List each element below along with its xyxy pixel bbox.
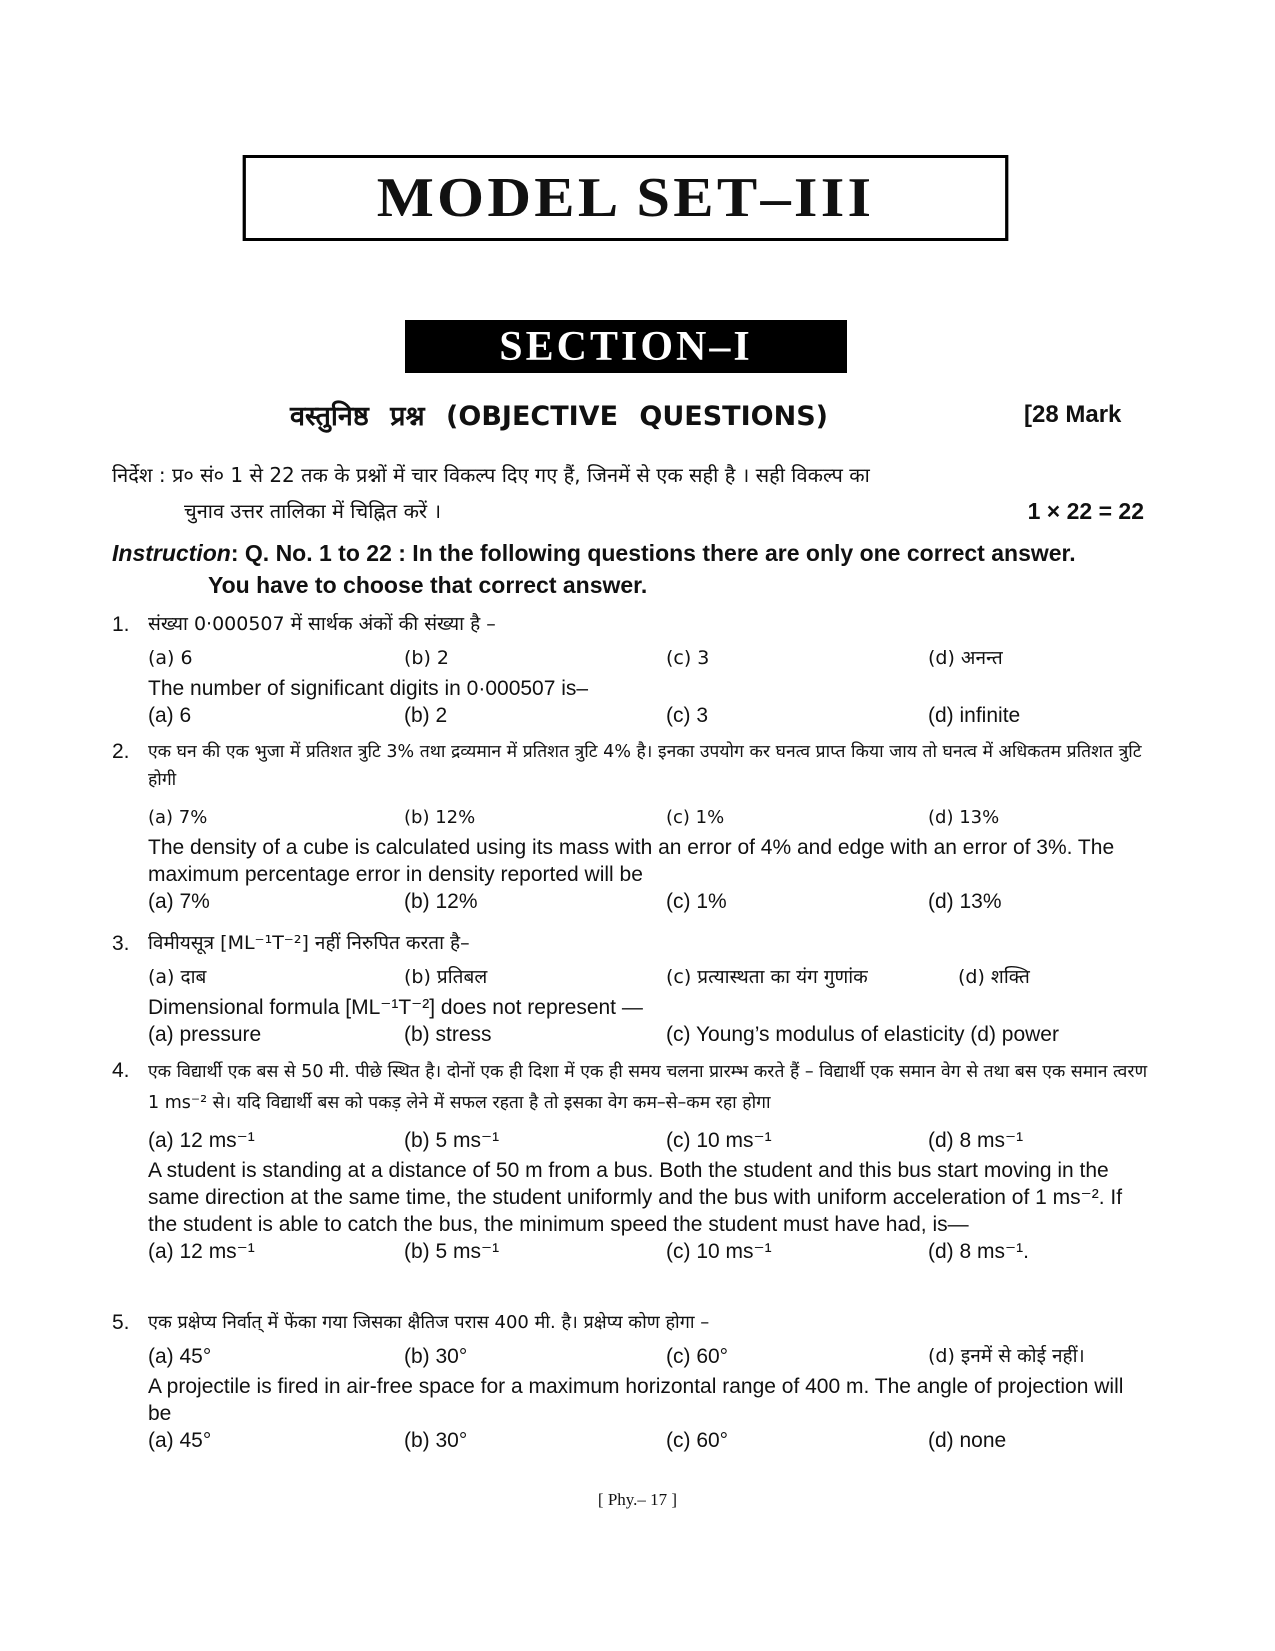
marks-formula: 1 × 22 = 22 bbox=[1027, 498, 1144, 524]
section-heading: SECTION–I bbox=[405, 320, 847, 373]
option-c: (c) 1% bbox=[666, 890, 727, 913]
option-d: (d) infinite bbox=[928, 704, 1021, 727]
option-a: (a) 12 ms⁻¹ bbox=[148, 1129, 255, 1152]
option-c: (c) 60° bbox=[666, 1345, 729, 1368]
question-hindi: एक घन की एक भुजा में प्रतिशत त्रुटि 3% तथा द्रव्यमान में प्रतिशत त्रुटि 4% है। इनका उपयोग कर घनत्व प्राप्त किया जाय तो घनत्व में अधिकतम प्रतिशत त्रुटि होगी bbox=[148, 742, 1142, 790]
question-2 bbox=[112, 738, 1152, 918]
instruction-text: : Q. No. 1 to 22 : In the following questions there are only one correct answer. bbox=[230, 540, 1076, 566]
option-a: (a) 12 ms⁻¹ bbox=[148, 1240, 255, 1263]
question-number: 2. bbox=[112, 740, 130, 763]
instruction bbox=[112, 537, 1157, 601]
option-b: (b) 30° bbox=[404, 1345, 468, 1368]
option-b: (b) stress bbox=[404, 1023, 492, 1046]
question-english: The density of a cube is calculated using its mass with an error of 4% and edge with an error of 3%. The maximum percentage error in density reported will be bbox=[148, 836, 1115, 886]
question-1 bbox=[112, 611, 1152, 732]
question-hindi: एक विद्यार्थी एक बस से 50 मी. पीछे स्थित है। दोनों एक ही दिशा में एक ही समय चलना प्रारम्भ करते हैं – विद्यार्थी एक समान वेग से तथा बस एक समान त्वरण 1 ms⁻² से। यदि विद्यार्थी बस को पकड़ लेने में सफल रहता है तो इसका वेग कम–से–कम रहा होगा bbox=[148, 1062, 1148, 1113]
objective-heading: वस्तुनिष्ठ प्रश्न (OBJECTIVE QUESTIONS) bbox=[290, 401, 828, 432]
instruction-line-2: You have to choose that correct answer. bbox=[208, 572, 648, 598]
option-d: (d) 8 ms⁻¹ bbox=[928, 1129, 1024, 1152]
option-c: (c) 10 ms⁻¹ bbox=[666, 1129, 772, 1152]
total-marks: [28 Mark bbox=[1024, 401, 1122, 428]
hindi-directions bbox=[112, 457, 1144, 529]
question-english: A student is standing at a distance of 50 m from a bus. Both the student and this bus start moving in the same direction at the same time, the student uniformly and the bus with uniform acceleration of 1 ms⁻². If the student is able to catch the bus, the minimum speed the student must have had, is— bbox=[148, 1159, 1123, 1236]
option-c: (c) 3 bbox=[666, 647, 710, 669]
question-5 bbox=[112, 1309, 1152, 1457]
question-english: The number of significant digits in 0·000507 is– bbox=[148, 677, 589, 700]
question-hindi: एक प्रक्षेप्य निर्वात् में फेंका गया जिसका क्षैतिज परास 400 मी. है। प्रक्षेप्य कोण होगा – bbox=[148, 1312, 710, 1333]
option-a: (a) 6 bbox=[148, 704, 192, 727]
option-d: (d) 13% bbox=[928, 890, 1002, 913]
question-number: 5. bbox=[112, 1311, 130, 1334]
option-b: (b) 12% bbox=[404, 890, 478, 913]
option-c: (c) 1% bbox=[666, 807, 725, 828]
option-c: (c) 60° bbox=[666, 1429, 729, 1452]
english-options bbox=[148, 1238, 1152, 1268]
option-b: (b) 5 ms⁻¹ bbox=[404, 1240, 500, 1263]
option-c: (c) प्रत्यास्थता का यंग गुणांक bbox=[666, 966, 868, 988]
directions-line-1: निर्देश : प्र० सं० 1 से 22 तक के प्रश्नों में चार विकल्प दिए गए हैं, जिनमें से एक सही है । सही विकल्प का bbox=[112, 463, 870, 487]
question-number: 4. bbox=[112, 1059, 130, 1082]
option-a: (a) 6 bbox=[148, 647, 193, 669]
hindi-options bbox=[148, 804, 1152, 834]
hindi-options bbox=[148, 964, 1152, 994]
english-options bbox=[148, 702, 1152, 732]
english-options bbox=[148, 1427, 1152, 1457]
option-b: (b) 2 bbox=[404, 704, 448, 727]
directions-line-2 bbox=[112, 493, 1144, 529]
question-3 bbox=[112, 930, 1152, 1051]
english-options bbox=[148, 1021, 1152, 1051]
question-english: A projectile is fired in air-free space for a maximum horizontal range of 400 m. The angle of projection will be bbox=[148, 1375, 1124, 1425]
option-a: (a) 45° bbox=[148, 1429, 212, 1452]
option-d: (d) 13% bbox=[928, 807, 1000, 828]
option-d: (d) अनन्त bbox=[928, 647, 1003, 669]
option-d: (d) none bbox=[928, 1429, 1007, 1452]
question-english: Dimensional formula [ML⁻¹T⁻²] does not represent — bbox=[148, 996, 643, 1019]
model-set-title: MODEL SET–III bbox=[243, 155, 1009, 241]
english-options bbox=[148, 888, 1152, 918]
option-c: (c) 3 bbox=[666, 704, 708, 727]
option-b: (b) 5 ms⁻¹ bbox=[404, 1129, 500, 1152]
question-hindi: संख्या 0·000507 में सार्थक अंकों की संख्या है – bbox=[148, 613, 496, 635]
question-4 bbox=[112, 1057, 1152, 1268]
option-b: (b) 2 bbox=[404, 647, 450, 669]
option-d: (d) शक्ति bbox=[958, 966, 1030, 988]
instruction-label: Instruction bbox=[112, 540, 231, 566]
hindi-options bbox=[148, 1343, 1152, 1373]
option-b: (b) प्रतिबल bbox=[404, 966, 488, 988]
option-a: (a) 7% bbox=[148, 807, 208, 828]
question-number: 3. bbox=[112, 932, 130, 955]
page-footer: [ Phy.– 17 ] bbox=[597, 1490, 678, 1509]
hindi-options bbox=[148, 1127, 1152, 1157]
option-b: (b) 12% bbox=[404, 807, 476, 828]
instruction-line-1 bbox=[112, 537, 1157, 569]
option-b: (b) 30° bbox=[404, 1429, 468, 1452]
option-c: (c) 10 ms⁻¹ bbox=[666, 1240, 772, 1263]
option-d: (d) 8 ms⁻¹. bbox=[928, 1240, 1029, 1263]
question-hindi: विमीयसूत्र [ML⁻¹T⁻²] नहीं निरुपित करता है– bbox=[148, 932, 470, 954]
option-c: (c) Young’s modulus of elasticity (d) power bbox=[666, 1023, 1059, 1046]
question-number: 1. bbox=[112, 613, 130, 636]
option-a: (a) दाब bbox=[148, 966, 207, 988]
option-a: (a) 45° bbox=[148, 1345, 212, 1368]
directions-line-2-text: चुनाव उत्तर तालिका में चिह्नित करें । bbox=[184, 499, 442, 523]
option-a: (a) pressure bbox=[148, 1023, 262, 1046]
option-d: (d) इनमें से कोई नहीं। bbox=[928, 1345, 1085, 1367]
option-a: (a) 7% bbox=[148, 890, 210, 913]
hindi-options bbox=[148, 645, 1152, 675]
